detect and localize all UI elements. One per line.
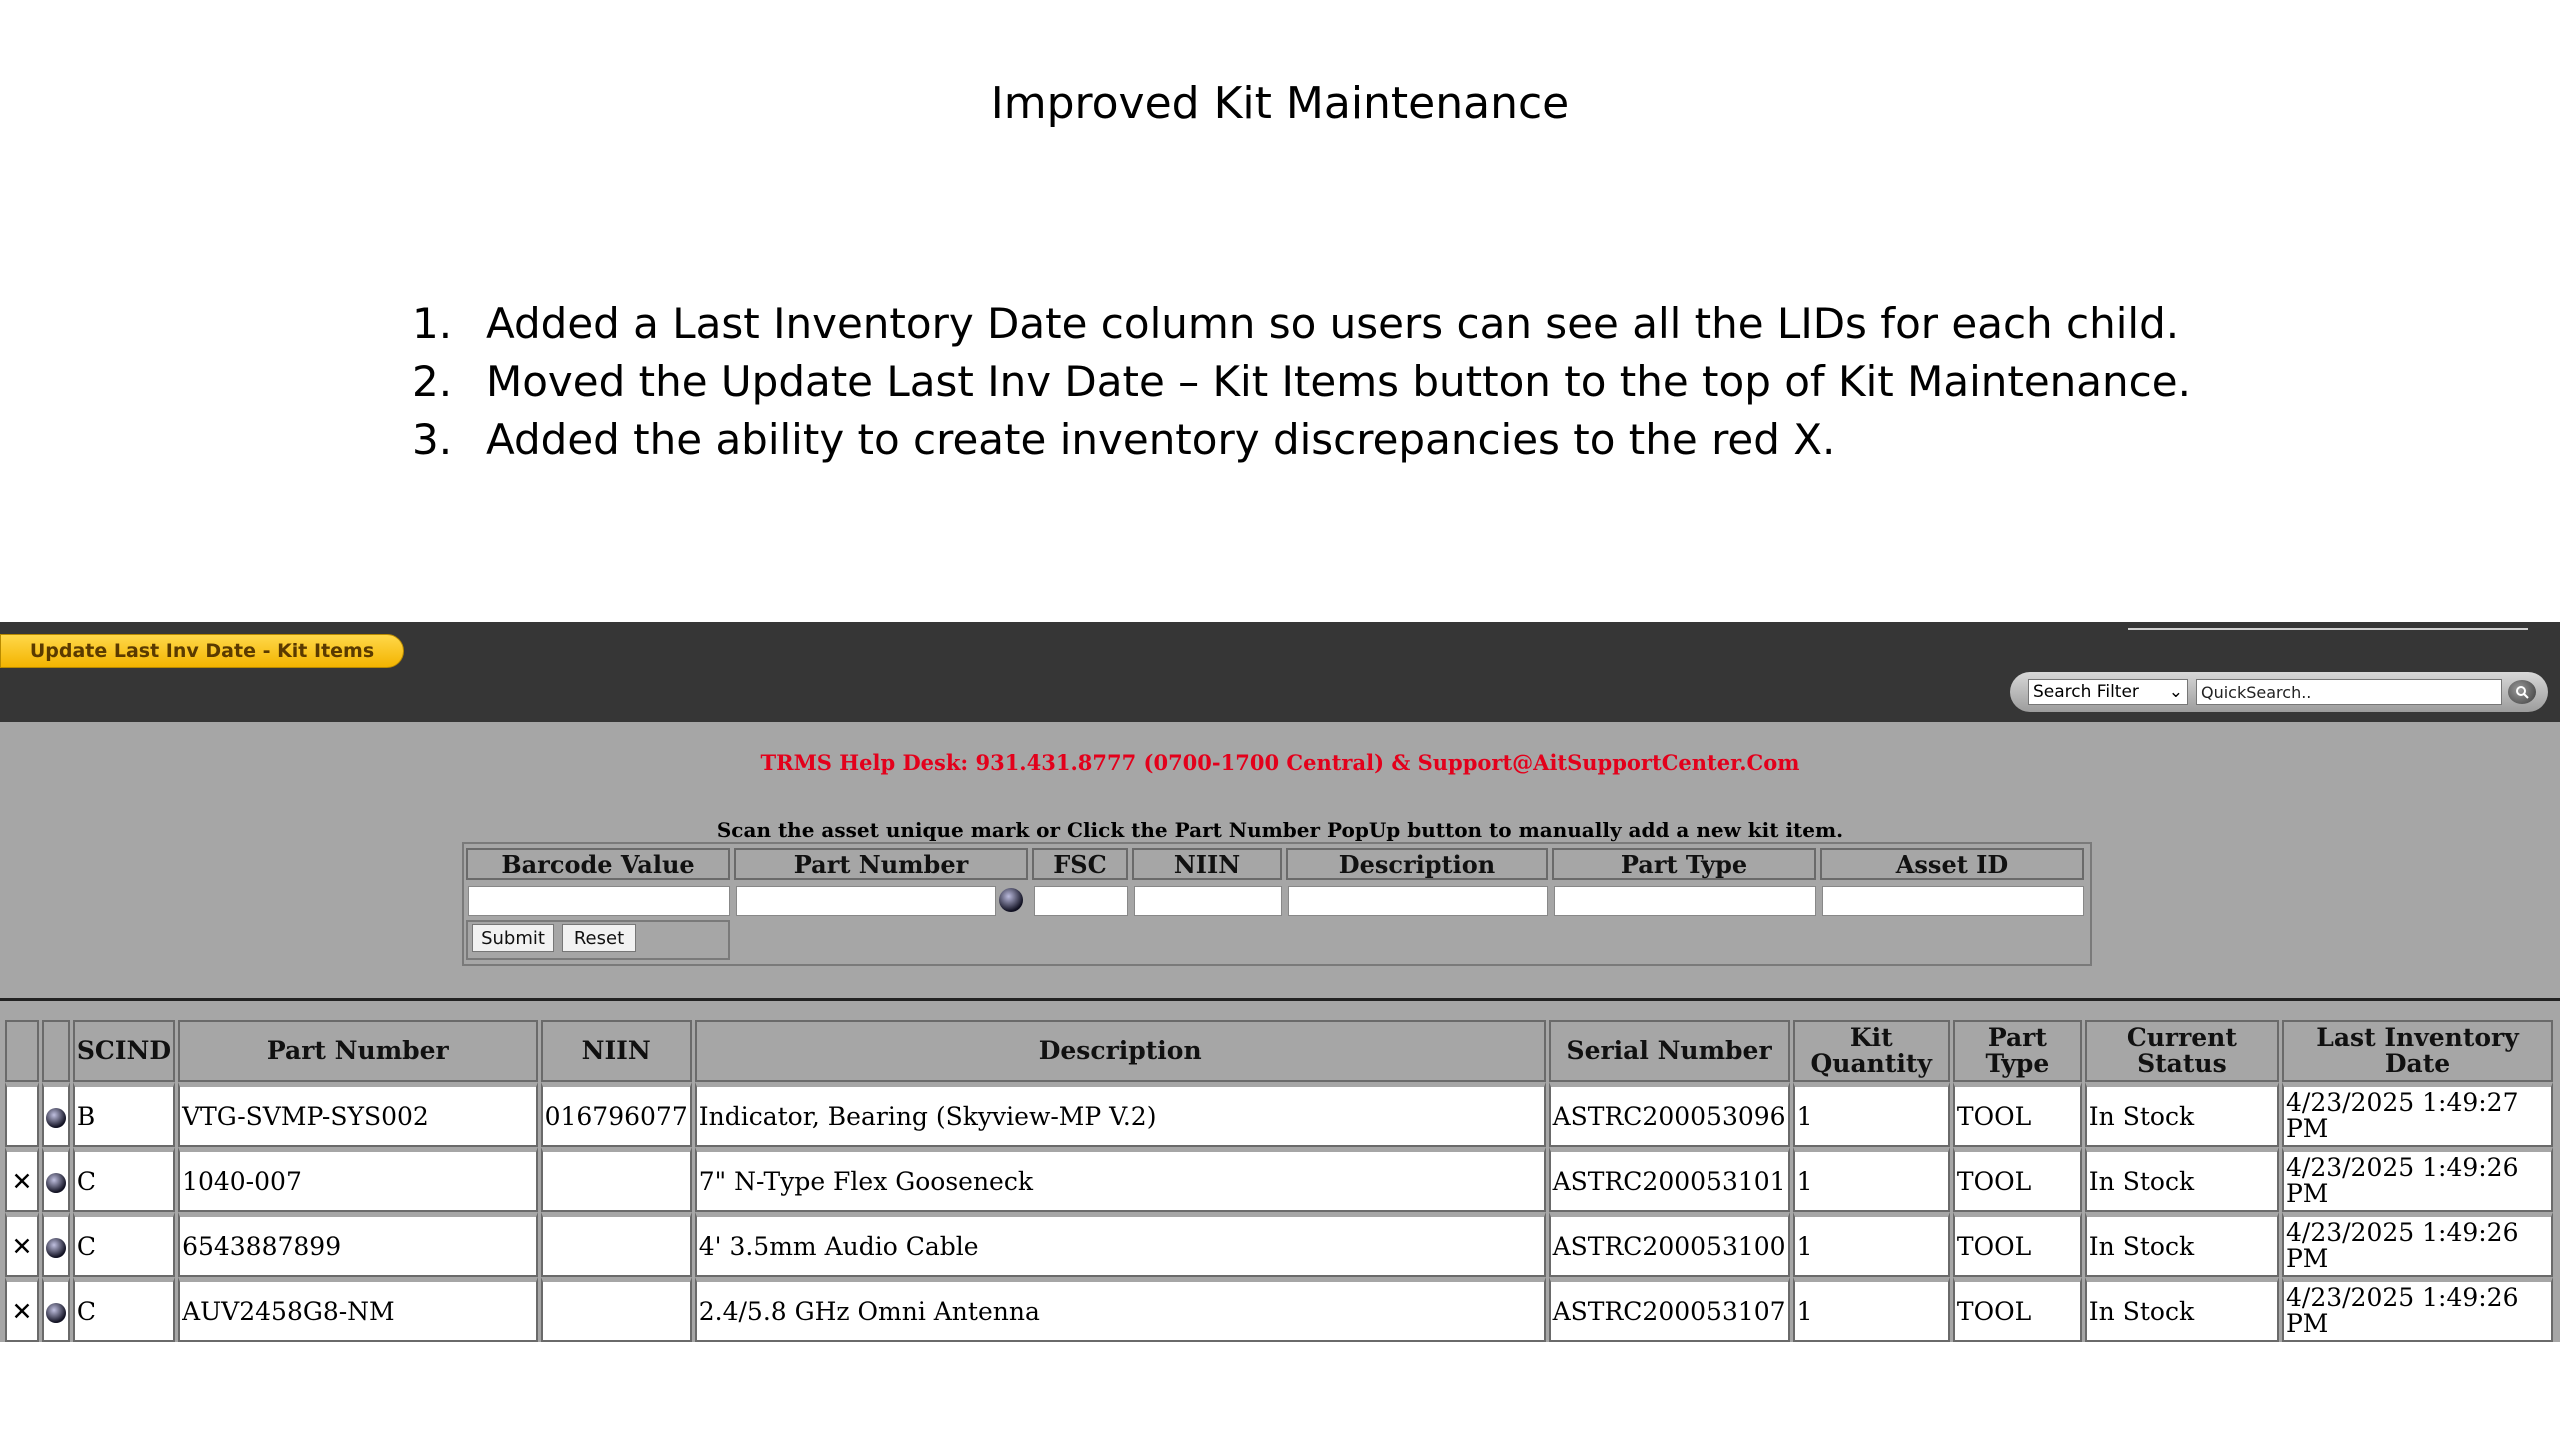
kit-items-table <box>2 1020 2556 1342</box>
cell-serial-number: ASTRC200053096 <box>1549 1082 1790 1147</box>
col-indicator <box>42 1020 70 1082</box>
cell-part-type: TOOL <box>1953 1082 2082 1147</box>
cell-part-type: TOOL <box>1953 1277 2082 1342</box>
cell-part-number: 1040-007 <box>178 1147 538 1212</box>
kit-item-entry-form <box>462 842 2092 966</box>
search-icon[interactable] <box>2508 680 2536 704</box>
cell-part-number: 6543887899 <box>178 1212 538 1277</box>
header-part-type: Part Type <box>1552 848 1816 880</box>
cell-last-inventory-date: 4/23/2025 1:49:26 PM <box>2282 1147 2553 1212</box>
reset-button[interactable]: Reset <box>562 924 636 952</box>
table-row <box>5 1277 2553 1342</box>
cell-niin <box>541 1277 692 1342</box>
header-description: Description <box>1286 848 1548 880</box>
section-divider <box>0 998 2560 1001</box>
discrepancy-x-icon[interactable] <box>5 1082 39 1147</box>
cell-current-status: In Stock <box>2085 1212 2279 1277</box>
cell-niin <box>541 1212 692 1277</box>
item-detail-icon[interactable] <box>46 1303 66 1323</box>
search-filter-select[interactable]: Search Filter ⌄ <box>2028 679 2188 705</box>
header-part-number: Part Number <box>734 848 1028 880</box>
note-item: 2. Moved the Update Last Inv Date – Kit Items button to the top of Kit Maintenance. <box>412 357 2191 406</box>
asset-id-input[interactable] <box>1822 886 2084 916</box>
barcode-value-input[interactable] <box>468 886 730 916</box>
cell-scind: B <box>73 1082 175 1147</box>
part-type-input[interactable] <box>1554 886 1816 916</box>
submit-button[interactable]: Submit <box>472 924 554 952</box>
col-niin: NIIN <box>541 1020 692 1082</box>
item-detail-icon[interactable] <box>46 1238 66 1258</box>
description-input[interactable] <box>1288 886 1548 916</box>
cell-part-type: TOOL <box>1953 1212 2082 1277</box>
col-kit-quantity: Kit Quantity <box>1793 1020 1950 1082</box>
cell-niin: 016796077 <box>541 1082 692 1147</box>
cell-current-status: In Stock <box>2085 1147 2279 1212</box>
cell-part-number: AUV2458G8-NM <box>178 1277 538 1342</box>
table-header-row <box>5 1020 2553 1082</box>
part-number-input[interactable] <box>736 886 996 916</box>
discrepancy-x-icon[interactable]: ✕ <box>5 1277 39 1342</box>
discrepancy-x-icon[interactable]: ✕ <box>5 1212 39 1277</box>
quicksearch-input[interactable]: QuickSearch.. <box>2196 679 2502 705</box>
cell-description: 2.4/5.8 GHz Omni Antenna <box>695 1277 1546 1342</box>
col-discrepancy <box>5 1020 39 1082</box>
notes-list <box>412 295 2191 469</box>
col-current-status: Current Status <box>2085 1020 2279 1082</box>
niin-input[interactable] <box>1134 886 1282 916</box>
cell-serial-number: ASTRC200053107 <box>1549 1277 1790 1342</box>
col-last-inventory-date: Last Inventory Date <box>2282 1020 2553 1082</box>
update-last-inv-date-button[interactable]: Update Last Inv Date - Kit Items <box>0 634 404 668</box>
part-number-popup-button[interactable] <box>999 888 1023 912</box>
cell-last-inventory-date: 4/23/2025 1:49:27 PM <box>2282 1082 2553 1147</box>
cell-niin <box>541 1147 692 1212</box>
cell-scind: C <box>73 1147 175 1212</box>
col-scind: SCIND <box>73 1020 175 1082</box>
table-row <box>5 1147 2553 1212</box>
header-fsc: FSC <box>1032 848 1128 880</box>
table-row <box>5 1082 2553 1147</box>
discrepancy-x-icon[interactable]: ✕ <box>5 1147 39 1212</box>
slide-title: Improved Kit Maintenance <box>990 78 1570 129</box>
col-part-type: Part Type <box>1953 1020 2082 1082</box>
cell-part-type: TOOL <box>1953 1147 2082 1212</box>
col-serial-number: Serial Number <box>1549 1020 1790 1082</box>
col-description: Description <box>695 1020 1546 1082</box>
top-bar <box>0 622 2560 722</box>
cell-description: Indicator, Bearing (Skyview-MP V.2) <box>695 1082 1546 1147</box>
top-links[interactable] <box>2128 622 2528 630</box>
cell-last-inventory-date: 4/23/2025 1:49:26 PM <box>2282 1277 2553 1342</box>
header-barcode-value: Barcode Value <box>466 848 730 880</box>
fsc-input[interactable] <box>1034 886 1128 916</box>
note-item: 1. Added a Last Inventory Date column so users can see all the LIDs for each child. <box>412 299 2180 348</box>
cell-scind: C <box>73 1277 175 1342</box>
header-niin: NIIN <box>1132 848 1282 880</box>
search-bar <box>2010 672 2548 712</box>
cell-serial-number: ASTRC200053101 <box>1549 1147 1790 1212</box>
helpdesk-banner: TRMS Help Desk: 931.431.8777 (0700-1700 Central) & Support@AitSupportCenter.Com <box>760 750 1800 775</box>
cell-current-status: In Stock <box>2085 1277 2279 1342</box>
cell-description: 4' 3.5mm Audio Cable <box>695 1212 1546 1277</box>
item-detail-icon[interactable] <box>46 1173 66 1193</box>
table-row <box>5 1212 2553 1277</box>
kit-maintenance-app <box>0 622 2560 1342</box>
cell-current-status: In Stock <box>2085 1082 2279 1147</box>
cell-kit-quantity: 1 <box>1793 1277 1950 1342</box>
cell-last-inventory-date: 4/23/2025 1:49:26 PM <box>2282 1212 2553 1277</box>
note-item: 3. Added the ability to create inventory discrepancies to the red X. <box>412 415 1836 464</box>
cell-kit-quantity: 1 <box>1793 1082 1950 1147</box>
cell-kit-quantity: 1 <box>1793 1212 1950 1277</box>
cell-scind: C <box>73 1212 175 1277</box>
scan-instructions: Scan the asset unique mark or Click the Part Number PopUp button to manually add a new kit item. <box>716 818 1844 842</box>
cell-part-number: VTG-SVMP-SYS002 <box>178 1082 538 1147</box>
col-part-number: Part Number <box>178 1020 538 1082</box>
header-asset-id: Asset ID <box>1820 848 2084 880</box>
cell-serial-number: ASTRC200053100 <box>1549 1212 1790 1277</box>
item-detail-icon[interactable] <box>46 1108 66 1128</box>
cell-kit-quantity: 1 <box>1793 1147 1950 1212</box>
chevron-down-icon: ⌄ <box>2168 682 2183 702</box>
cell-description: 7" N-Type Flex Gooseneck <box>695 1147 1546 1212</box>
